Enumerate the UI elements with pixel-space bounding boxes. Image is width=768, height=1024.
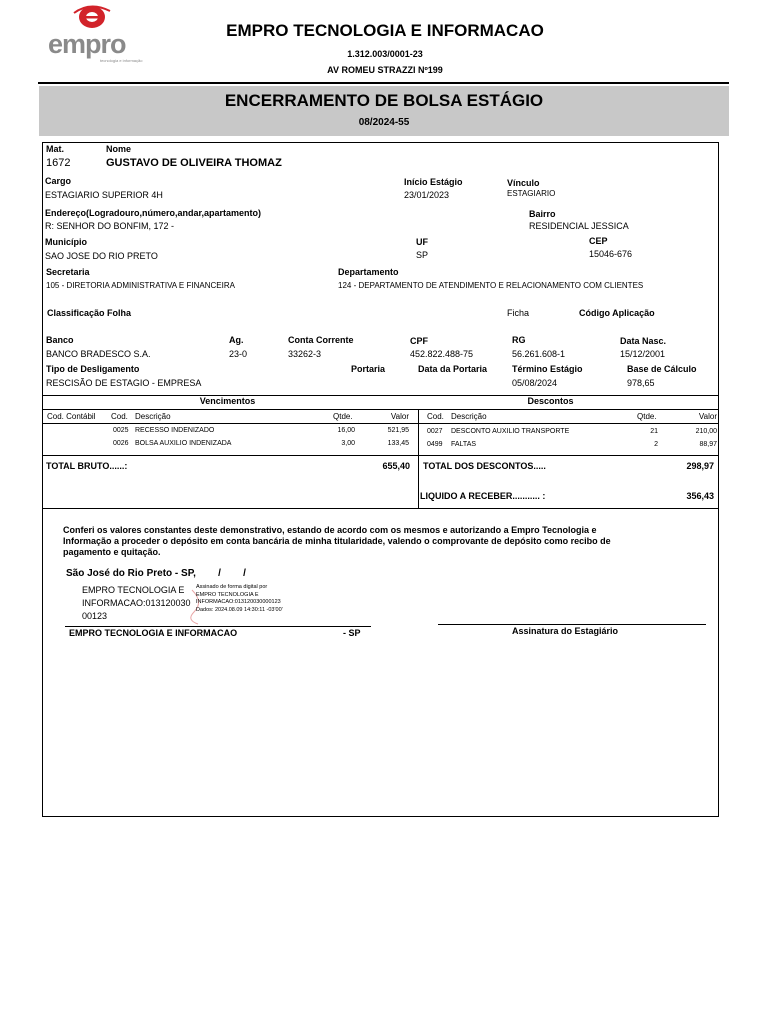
inicio-value: 23/01/2023: [404, 190, 450, 200]
totals-rule: [42, 455, 719, 456]
inicio-label: Início Estágio: [404, 177, 463, 187]
venc-row-valor: 521,95: [387, 427, 409, 434]
venc-row-valor: 133,45: [387, 440, 409, 447]
codigo-aplicacao-label: Código Aplicação: [579, 308, 655, 318]
uf-value: SP: [416, 250, 429, 260]
venc-row-cod: 0026: [113, 440, 129, 447]
desc-row-descricao: FALTAS: [451, 441, 477, 448]
vinculo-value: ESTAGIARIO: [507, 189, 556, 198]
vinculo-label: Vínculo: [507, 178, 540, 188]
desc-col-qtde: Qtde.: [637, 412, 657, 421]
total-descontos-label: TOTAL DOS DESCONTOS.....: [423, 461, 546, 471]
company-signature-uf: - SP: [343, 628, 361, 638]
name-value: GUSTAVO DE OLIVEIRA THOMAZ: [106, 157, 282, 169]
estagiario-signature-label: Assinatura do Estagiário: [512, 626, 619, 636]
declaration-line-2: Informação a proceder o depósito em conta bancária de minha titularidade, valendo o comprovante de depósito como recibo de: [63, 536, 611, 546]
place-date: São José do Rio Preto - SP, / /: [66, 568, 246, 579]
banco-value: BANCO BRADESCO S.A.: [46, 349, 151, 359]
declaration-line-1: Conferi os valores constantes deste demonstrativo, estando de acordo com os mesmos e autorizando a Empro Tecnologia e: [63, 525, 597, 535]
bairro-value: RESIDENCIAL JESSICA: [529, 221, 629, 231]
signature-name-line-1: EMPRO TECNOLOGIA E: [82, 585, 185, 595]
digital-sig-line: Assinado de forma digital por: [196, 584, 268, 590]
municipio-label: Município: [45, 237, 87, 247]
departamento-value: 124 - DEPARTAMENTO DE ATENDIMENTO E RELACIONAMENTO COM CLIENTES: [338, 281, 644, 290]
venc-row-qtde: 3,00: [341, 440, 355, 447]
signature-name-line-2: INFORMACAO:013120030: [82, 598, 191, 608]
conta-label: Conta Corrente: [288, 335, 354, 345]
vencimentos-title: Vencimentos: [199, 396, 256, 406]
digital-sig-line: Dados: 2024.08.09 14:30:11 -03'00': [196, 606, 283, 613]
cep-label: CEP: [589, 236, 608, 246]
desc-row-cod: 0499: [427, 441, 443, 448]
departamento-label: Departamento: [338, 267, 399, 277]
totals-rule-bottom: [42, 508, 719, 509]
tipo-desligamento-label: Tipo de Desligamento: [46, 364, 140, 374]
total-bruto-value: 655,40: [382, 461, 410, 471]
desc-col-cod: Cod.: [427, 412, 444, 421]
venc-col-valor: Valor: [390, 412, 409, 421]
form-border: [42, 142, 719, 817]
logo-wordmark: empro: [48, 29, 126, 59]
ficha-label: Ficha: [507, 308, 530, 318]
bairro-label: Bairro: [529, 209, 556, 219]
document-reference: 08/2024-55: [358, 117, 410, 128]
rg-value: 56.261.608-1: [512, 349, 566, 359]
total-descontos-value: 298,97: [686, 461, 714, 471]
conta-value: 33262-3: [288, 349, 322, 359]
mat-label: Mat.: [46, 144, 64, 154]
liquido-label: LIQUIDO A RECEBER........... :: [420, 491, 546, 501]
section-rule-head: [42, 409, 719, 410]
desc-header-rule: [418, 423, 719, 424]
venc-col-qtde: Qtde.: [333, 412, 353, 421]
declaration-line-3: pagamento e quitação.: [63, 547, 161, 557]
venc-header-rule: [42, 423, 418, 424]
header-rule: [38, 82, 729, 84]
uf-label: UF: [416, 237, 428, 247]
digital-signature-stamp: [196, 584, 283, 614]
endereco-label: Endereço(Logradouro,número,andar,apartamento): [45, 208, 262, 218]
tipo-desligamento-value: RESCISÃO DE ESTAGIO - EMPRESA: [46, 378, 202, 388]
termino-label: Término Estágio: [512, 364, 583, 374]
company-cnpj: 1.312.003/0001-23: [347, 49, 423, 59]
venc-col-cod: Cod.: [111, 412, 128, 421]
signature-name-line-3: 00123: [82, 611, 108, 621]
desc-row-qtde: 21: [650, 428, 658, 435]
total-bruto-label: TOTAL BRUTO......:: [46, 461, 128, 471]
agencia-value: 23-0: [229, 349, 248, 359]
mat-value: 1672: [46, 157, 71, 169]
estagiario-signature-line: [438, 624, 706, 625]
cep-value: 15046-676: [589, 249, 633, 259]
venc-row-cod: 0025: [113, 427, 129, 434]
municipio-value: SAO JOSE DO RIO PRETO: [45, 251, 158, 261]
descontos-title: Descontos: [527, 396, 574, 406]
secretaria-label: Secretaria: [46, 267, 90, 277]
name-label: Nome: [106, 144, 132, 154]
data-nasc-label: Data Nasc.: [620, 336, 667, 346]
company-signature-line: [65, 626, 371, 627]
company-name: EMPRO TECNOLOGIA E INFORMACAO: [226, 21, 544, 40]
desc-row-valor: 88,97: [699, 441, 717, 448]
digital-sig-line: EMPRO TECNOLOGIA E: [196, 591, 259, 598]
data-nasc-value: 15/12/2001: [620, 349, 666, 359]
venc-col-cod-contabil: Cod. Contábil: [47, 412, 96, 421]
secretaria-value: 105 - DIRETORIA ADMINISTRATIVA E FINANCEIRA: [46, 281, 235, 290]
document-title: ENCERRAMENTO DE BOLSA ESTÁGIO: [224, 91, 544, 110]
venc-row-descricao: BOLSA AUXILIO INDENIZADA: [135, 440, 232, 447]
desc-col-valor: Valor: [698, 412, 717, 421]
venc-col-descricao: Descrição: [135, 412, 171, 421]
banco-label: Banco: [46, 335, 74, 345]
desc-row-qtde: 2: [654, 441, 658, 448]
venc-row-qtde: 16,00: [337, 427, 355, 434]
desc-row-valor: 210,00: [695, 428, 717, 435]
portaria-label: Portaria: [351, 364, 386, 374]
cpf-label: CPF: [410, 336, 428, 346]
base-calculo-value: 978,65: [627, 378, 655, 388]
rg-label: RG: [512, 335, 526, 345]
agencia-label: Ag.: [229, 335, 244, 345]
digital-sig-line: INFORMACAO:013120030000123: [196, 599, 281, 605]
endereco-value: R: SENHOR DO BONFIM, 172 -: [45, 221, 175, 231]
venc-row-descricao: RECESSO INDENIZADO: [135, 427, 215, 434]
classificacao-label: Classificação Folha: [47, 308, 132, 318]
company-signature-label: EMPRO TECNOLOGIA E INFORMACAO: [69, 628, 238, 638]
company-address: AV ROMEU STRAZZI Nº199: [327, 65, 443, 75]
title-banner: [39, 86, 729, 136]
desc-row-descricao: DESCONTO AUXILIO TRANSPORTE: [451, 428, 570, 435]
desc-col-descricao: Descrição: [451, 412, 487, 421]
data-portaria-label: Data da Portaria: [418, 364, 488, 374]
cargo-label: Cargo: [45, 176, 72, 186]
logo-tagline: tecnologia e informação: [100, 58, 143, 63]
base-calculo-label: Base de Cálculo: [627, 364, 697, 374]
termino-value: 05/08/2024: [512, 378, 558, 388]
cargo-value: ESTAGIARIO SUPERIOR 4H: [45, 190, 163, 200]
company-logo: [44, 3, 143, 65]
cpf-value: 452.822.488-75: [410, 349, 474, 359]
liquido-value: 356,43: [686, 491, 714, 501]
desc-row-cod: 0027: [427, 428, 443, 435]
